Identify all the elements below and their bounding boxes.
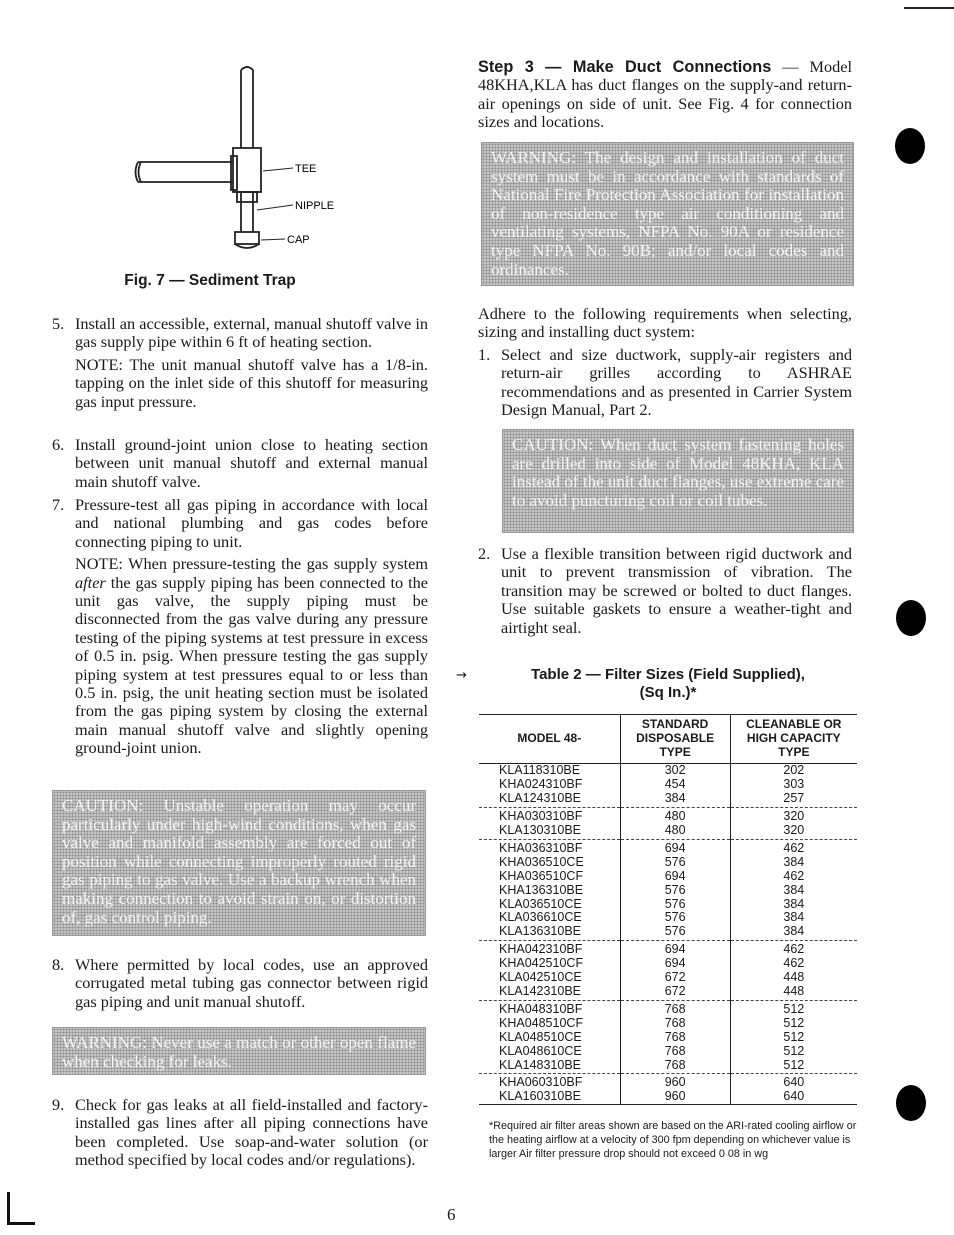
model-cell: KLA042510CE	[499, 970, 582, 985]
item-number: 7.	[52, 495, 65, 514]
model-cell: KLA136310BE	[479, 925, 620, 940]
header-cleanable: CLEANABLE OR HIGH CAPACITY TYPE	[730, 715, 857, 764]
warning-open-flame: WARNING: Never use a match or other open flame when checking for leaks.	[52, 1027, 426, 1075]
binder-hole-1	[895, 128, 925, 164]
header-model: MODEL 48-	[479, 715, 620, 764]
item-number: 9.	[52, 1095, 65, 1114]
model-cell: KHA048510CF	[499, 1015, 584, 1030]
model-cell: KHA036510CF	[499, 868, 584, 883]
item-text: Pressure-test all gas piping in accordance with local and national plumbing and gas codes before connecting piping to unit.	[75, 495, 428, 551]
table-row	[479, 824, 857, 839]
step3-paragraph: Step 3 — Make Duct Connections — Model 48KHA,KLA has duct flanges on the supply-and return-air openings on side of unit. See Fig. 4 for connection sizes and locations.	[478, 57, 852, 132]
standard-cell: 768	[620, 1017, 730, 1031]
top-rule	[904, 7, 954, 9]
warning-duct-design: WARNING: The design and installation of duct system must be in accordance with standards of National Fire Protection Association for installation of non-residence type air conditioning and ventilating systems, NFPA No. 90A or residence type NFPA No. 90B; and/or local codes and ordinances.	[481, 142, 854, 286]
standard-cell: 480	[620, 808, 730, 824]
model-cell: KHA136310BE	[499, 882, 584, 897]
table-row	[479, 764, 857, 778]
table-row	[479, 941, 857, 957]
standard-cell: 576	[620, 925, 730, 940]
model-cell: KLA036510CE	[499, 896, 582, 911]
model-cell: KHA048310BF	[499, 1001, 583, 1016]
item-text: Install ground-joint union close to heating section between unit manual shutoff and external manual main shutoff valve.	[75, 435, 428, 491]
model-cell: KHA060310BF	[499, 1075, 583, 1090]
item-text: Check for gas leaks at all field-installed and factory-installed gas lines after all piping connections have been completed. Use soap-and-water solution (or method specified by local codes and/or regulations).	[75, 1095, 428, 1170]
model-cell: KHA036310BF	[499, 840, 583, 855]
item-number: 5.	[52, 314, 65, 333]
model-cell: KHA024310BF	[499, 777, 583, 792]
table-row	[479, 1017, 857, 1031]
table-row	[479, 839, 857, 855]
table-row	[479, 1045, 857, 1059]
model-cell: KLA130310BE	[479, 824, 620, 839]
cleanable-cell: 462	[730, 941, 857, 957]
cleanable-cell: 320	[730, 824, 857, 839]
standard-cell: 694	[620, 870, 730, 884]
caution-gas-valve: CAUTION: Unstable operation may occur particularly under high-wind conditions, when gas valve and manifold assembly are forced out of position while connecting improperly routed rigid gas piping to gas valve. Use a backup wrench when making connection to avoid strain on, or distortion of, gas control piping.	[52, 790, 426, 936]
model-cell: KHA042310BF	[499, 942, 583, 957]
table-row	[479, 925, 857, 940]
table-row	[479, 1074, 857, 1090]
item-note: NOTE: When pressure-testing the gas supply system after the gas supply piping has been connected to the unit gas valve, the supply piping must be disconnected from the gas valve during any pressure testing of the piping systems at test pressure in excess of 0.5 in. psig. When pressure testing the gas supply piping system at test pressures equal to or less than 0.5 in. psig, the unit heating section must be isolated from the gas piping system by closing the external main manual shutoff valve and slightly opening ground-joint union.	[75, 554, 428, 758]
cleanable-cell: 384	[730, 925, 857, 940]
corner-mark-horizontal	[7, 1222, 35, 1225]
nipple-label: NIPPLE	[295, 200, 335, 212]
item-number: 2.	[478, 544, 491, 563]
model-cell: KLA142310BE	[479, 985, 620, 1000]
cleanable-cell: 462	[730, 839, 857, 855]
standard-cell: 694	[620, 941, 730, 957]
cleanable-cell: 512	[730, 1031, 857, 1045]
table-row	[479, 808, 857, 824]
model-cell: KHA030310BF	[499, 809, 583, 824]
standard-cell: 672	[620, 985, 730, 1000]
cleanable-cell: 462	[730, 957, 857, 971]
cleanable-cell: 320	[730, 808, 857, 824]
table-row	[479, 1031, 857, 1045]
model-cell: KLA048510CE	[499, 1029, 582, 1044]
standard-cell: 576	[620, 898, 730, 912]
model-cell: KLA148310BE	[479, 1059, 620, 1074]
table-row	[479, 792, 857, 807]
model-cell: KLA118310BE	[499, 763, 581, 778]
table-body	[479, 764, 857, 1105]
caution-duct-holes: CAUTION: When duct system fastening holes are drilled into side of Model 48KHA, KLA instead of the unit duct flanges, use extreme care to avoid puncturing coil or coil tubes.	[502, 429, 854, 533]
table-row	[479, 884, 857, 898]
table-row	[479, 1090, 857, 1104]
standard-cell: 768	[620, 1059, 730, 1074]
item-number: 6.	[52, 435, 65, 454]
model-cell: KLA036610CE	[499, 910, 582, 925]
model-cell: KHA042510CF	[499, 956, 584, 971]
revision-arrow: →	[456, 668, 467, 683]
standard-cell: 302	[620, 764, 730, 778]
standard-cell: 768	[620, 1031, 730, 1045]
item-number: 8.	[52, 955, 65, 974]
standard-cell: 768	[620, 1045, 730, 1059]
cleanable-cell: 448	[730, 971, 857, 985]
cleanable-cell: 448	[730, 985, 857, 1000]
cleanable-cell: 384	[730, 898, 857, 912]
item-text: Select and size ductwork, supply-air registers and return-air grilles according to ASHRAE recommendations and as presented in Carrier System Design Manual, Part 2.	[501, 345, 852, 420]
table-row	[479, 957, 857, 971]
figure-caption: Fig. 7 — Sediment Trap	[124, 272, 296, 289]
sediment-trap-figure	[75, 58, 375, 268]
cleanable-cell: 462	[730, 870, 857, 884]
cleanable-cell: 512	[730, 1000, 857, 1016]
cleanable-cell: 512	[730, 1017, 857, 1031]
model-cell: KLA048610CE	[499, 1043, 582, 1058]
cleanable-cell: 512	[730, 1059, 857, 1074]
item-note: NOTE: The unit manual shutoff valve has a 1/8-in. tapping on the inlet side of this shutoff for measuring gas input pressure.	[75, 354, 428, 411]
step3-heading: Step 3 — Make Duct Connections	[478, 58, 772, 76]
page-number: 6	[447, 1205, 456, 1224]
table-row	[479, 1059, 857, 1074]
table-row	[479, 778, 857, 792]
standard-cell: 768	[620, 1000, 730, 1016]
cleanable-cell: 303	[730, 778, 857, 792]
header-standard: STANDARD DISPOSABLE TYPE	[620, 715, 730, 764]
cleanable-cell: 257	[730, 792, 857, 807]
table-row	[479, 971, 857, 985]
table-footnote: *Required air filter areas shown are based on the ARI-rated cooling airflow or the heating airflow at a velocity of 300 fpm depending on whichever value is larger Air filter pressure drop should not exceed 0 08 in wg	[489, 1120, 857, 1160]
table-title: Table 2 — Filter Sizes (Field Supplied), (Sq In.)*	[531, 666, 805, 701]
standard-cell: 576	[620, 884, 730, 898]
standard-cell: 480	[620, 824, 730, 839]
standard-cell: 576	[620, 856, 730, 870]
cleanable-cell: 640	[730, 1090, 857, 1104]
item-text: Install an accessible, external, manual shutoff valve in gas supply pipe within 6 ft of heating section.	[75, 314, 428, 352]
model-cell: KLA160310BE	[479, 1090, 620, 1104]
item-text: Where permitted by local codes, use an approved corrugated metal tubing gas connector between rigid gas piping and unit manual shutoff.	[75, 955, 428, 1011]
standard-cell: 454	[620, 778, 730, 792]
item-number: 1.	[478, 345, 491, 364]
cleanable-cell: 384	[730, 911, 857, 925]
cleanable-cell: 640	[730, 1074, 857, 1090]
binder-hole-2	[896, 600, 926, 636]
standard-cell: 672	[620, 971, 730, 985]
item-text: Use a flexible transition between rigid ductwork and unit to prevent transmission of vibration. The transition may be screwed or bolted to duct flanges. Use suitable gaskets to ensure a weather-tight and airtight seal.	[501, 544, 852, 637]
table-row	[479, 985, 857, 1000]
cap-label: CAP	[287, 234, 310, 246]
standard-cell: 960	[620, 1074, 730, 1090]
cleanable-cell: 202	[730, 764, 857, 778]
corner-mark-vertical	[7, 1192, 10, 1225]
cleanable-cell: 384	[730, 856, 857, 870]
table-row	[479, 911, 857, 925]
standard-cell: 576	[620, 911, 730, 925]
binder-hole-3	[896, 1085, 926, 1121]
model-cell: KLA124310BE	[479, 792, 620, 807]
table-row	[479, 856, 857, 870]
table-row	[479, 898, 857, 912]
table-row	[479, 870, 857, 884]
standard-cell: 694	[620, 957, 730, 971]
standard-cell: 694	[620, 839, 730, 855]
cleanable-cell: 512	[730, 1045, 857, 1059]
cleanable-cell: 384	[730, 884, 857, 898]
model-cell: KHA036510CE	[499, 854, 584, 869]
standard-cell: 384	[620, 792, 730, 807]
standard-cell: 960	[620, 1090, 730, 1104]
tee-label: TEE	[295, 163, 317, 175]
adhere-paragraph: Adhere to the following requirements when selecting, sizing and installing duct system:	[478, 304, 852, 342]
filter-sizes-table	[479, 714, 857, 1105]
table-row	[479, 1000, 857, 1016]
